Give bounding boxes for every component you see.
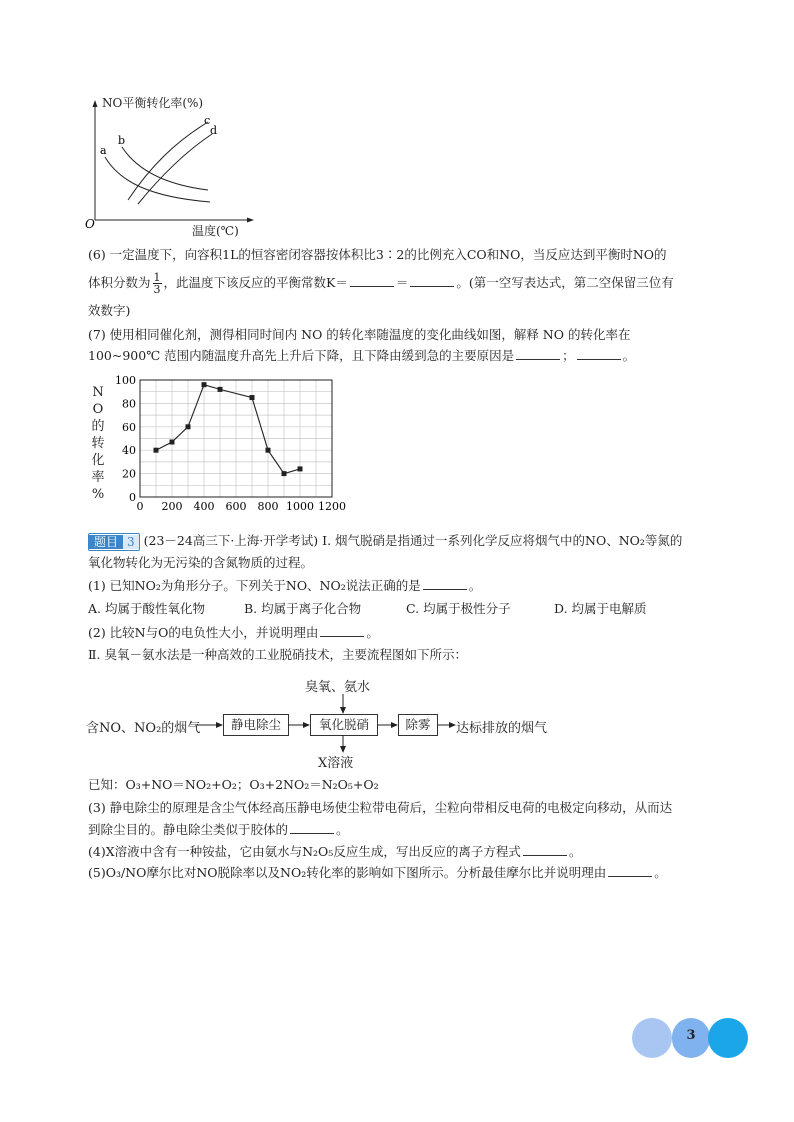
q1-line	[88, 577, 481, 595]
answer-blank[interactable]	[350, 274, 394, 287]
problem-tag-number: 3	[123, 535, 139, 549]
flow-top-input: 臭氧、氨水	[305, 680, 371, 695]
q2-line	[88, 624, 379, 642]
x-tick-label: 0	[136, 500, 144, 513]
problem3-intro1	[88, 532, 682, 551]
q6-text-a: 体积分数为	[88, 275, 151, 290]
q5-text: (5)O₃/NO摩尔比对NO脱除率以及NO₂转化率的影响如下图所示。分析最佳摩尔比并说明理由	[88, 865, 607, 880]
q6-line2	[88, 270, 674, 296]
x-tick-label: 600	[225, 500, 247, 513]
y-tick-label: 100	[115, 374, 136, 387]
option-d[interactable]: D. 均属于电解质	[554, 601, 647, 616]
x-tick-label: 400	[193, 500, 215, 513]
problem3-intro2: 氧化物转化为无污染的含氮物质的过程。	[88, 555, 314, 570]
option-b[interactable]: B. 均属于离子化合物	[244, 601, 362, 616]
flow-source: 含NO、NO₂的烟气	[86, 721, 201, 736]
chart-ylabel-char: 转	[91, 436, 105, 451]
data-point	[154, 448, 159, 453]
chart-ylabel-char: O	[92, 402, 104, 417]
q6-text-b: ，此温度下该反应的平衡常数K＝	[163, 275, 348, 290]
flow-arrows	[0, 690, 794, 760]
data-point	[266, 448, 271, 453]
q6-line3: 效数字)	[88, 303, 131, 318]
data-point	[186, 424, 191, 429]
flow-box-demist: 除雾	[398, 714, 438, 736]
q6-text-d: 。(第一空写表达式，第二空保留三位有	[456, 275, 674, 290]
flow-bottom-output: X溶液	[318, 756, 354, 771]
x-tick-label: 1000	[286, 500, 314, 513]
q4-line	[88, 843, 581, 861]
q6-line1: (6) 一定温度下，向容积1L的恒容密闭容器按体积比3∶2的比例充入CO和NO，当反应达到平衡时NO的	[88, 247, 667, 262]
frac-denominator: 3	[153, 283, 161, 296]
graph1-xlabel: 温度(℃)	[192, 224, 239, 238]
intro-text: (23－24高三下·上海·开学考试) Ⅰ. 烟气脱硝是指通过一系列化学反应将烟气中的NO、NO₂等氮的	[143, 533, 683, 548]
series-line	[156, 385, 300, 474]
q2-end: 。	[366, 625, 379, 640]
y-tick-label: 80	[122, 397, 136, 411]
answer-blank[interactable]	[608, 864, 652, 877]
q7-text-c: 。	[622, 348, 636, 363]
q3-end: 。	[336, 822, 349, 837]
q1-text: (1) 已知NO₂为角形分子。下列关于NO、NO₂说法正确的是	[88, 578, 421, 593]
q7-line2	[88, 347, 635, 365]
data-point	[202, 382, 207, 387]
problem-tag	[88, 533, 140, 551]
frac-numerator: 1	[153, 271, 161, 284]
fraction-one-third	[153, 272, 162, 295]
q7-text-a: 100~900℃ 范围内随温度升高先上升后下降，且下降由缓到急的主要原因是	[88, 348, 515, 363]
y-tick-label: 40	[122, 444, 136, 458]
data-point	[250, 395, 255, 400]
y-tick-label: 20	[122, 467, 136, 481]
chart-ylabel	[88, 384, 108, 503]
q7-text-b: ；	[562, 348, 575, 363]
curve-label-b: b	[118, 134, 126, 147]
q2-text: (2) 比较N与O的电负性大小，并说明理由	[88, 625, 319, 640]
answer-blank[interactable]	[423, 577, 467, 590]
x-tick-label: 200	[161, 500, 183, 513]
equilibrium-graph	[80, 92, 260, 242]
origin-label: O	[85, 217, 95, 231]
q5-end: 。	[654, 865, 667, 880]
data-point	[298, 466, 303, 471]
page-number: 3	[686, 1028, 696, 1043]
data-point	[282, 471, 287, 476]
y-tick-label: 60	[122, 420, 136, 434]
option-a[interactable]: A. 均属于酸性氧化物	[88, 601, 205, 616]
chart-ylabel-char: 化	[91, 453, 105, 468]
chart-ylabel-char: 率	[91, 470, 105, 485]
chart-ylabel-char: N	[92, 385, 104, 400]
q6-text-c: ＝	[395, 275, 409, 290]
graph1-ylabel: NO平衡转化率(%)	[102, 96, 204, 110]
curve-a	[105, 157, 210, 202]
data-point	[218, 387, 223, 392]
q5-line	[88, 864, 667, 882]
flow-output: 达标排放的烟气	[456, 721, 548, 736]
chart-ylabel-char: 的	[91, 419, 105, 434]
q3-line2	[88, 821, 349, 839]
q1-options	[88, 600, 647, 618]
answer-blank[interactable]	[410, 274, 454, 287]
q4-end: 。	[568, 844, 582, 859]
q3-line1: (3) 静电除尘的原理是含尘气体经高压静电场使尘粒带电荷后，尘粒向带相反电荷的电极定向移动，从而达	[88, 800, 673, 815]
known-equations: 已知：O₃+NO＝NO₂+O₂；O₃+2NO₂＝N₂O₅+O₂	[88, 777, 379, 792]
x-tick-label: 800	[257, 500, 279, 513]
data-point	[170, 440, 175, 445]
curve-label-d: d	[210, 124, 218, 137]
page-badge-light	[632, 1018, 672, 1058]
curve-b	[122, 147, 208, 190]
part2-heading: Ⅱ. 臭氧－氨水法是一种高效的工业脱硝技术，主要流程图如下所示：	[88, 647, 467, 662]
flow-box-dust-removal: 静电除尘	[223, 714, 289, 736]
answer-blank[interactable]	[320, 624, 364, 637]
answer-blank[interactable]	[290, 821, 334, 834]
option-c[interactable]: C. 均属于极性分子	[406, 601, 511, 616]
q1-end: 。	[468, 578, 482, 593]
curve-label-c: c	[204, 114, 211, 127]
q4-text: (4)X溶液中含有一种铵盐，它由氨水与N₂O₅反应生成，写出反应的离子方程式	[88, 844, 521, 859]
curve-d	[138, 134, 212, 204]
page-badge-dark	[708, 1018, 748, 1058]
q3-text: 到除尘目的。静电除尘类似于胶体的	[88, 822, 289, 837]
flow-box-oxidation: 氧化脱硝	[310, 714, 378, 736]
answer-blank[interactable]	[577, 347, 621, 360]
problem-tag-label: 题目	[89, 535, 123, 549]
curve-label-a: a	[100, 144, 107, 157]
chart-ylabel-char: %	[91, 487, 105, 502]
answer-blank[interactable]	[523, 843, 567, 856]
answer-blank[interactable]	[516, 347, 560, 360]
conversion-chart	[110, 372, 360, 514]
x-tick-label: 1200	[318, 500, 346, 513]
y-tick-label: 0	[129, 491, 136, 504]
q7-line1: (7) 使用相同催化剂，测得相同时间内 NO 的转化率随温度的变化曲线如图，解释 NO 的转化率在	[88, 327, 631, 342]
